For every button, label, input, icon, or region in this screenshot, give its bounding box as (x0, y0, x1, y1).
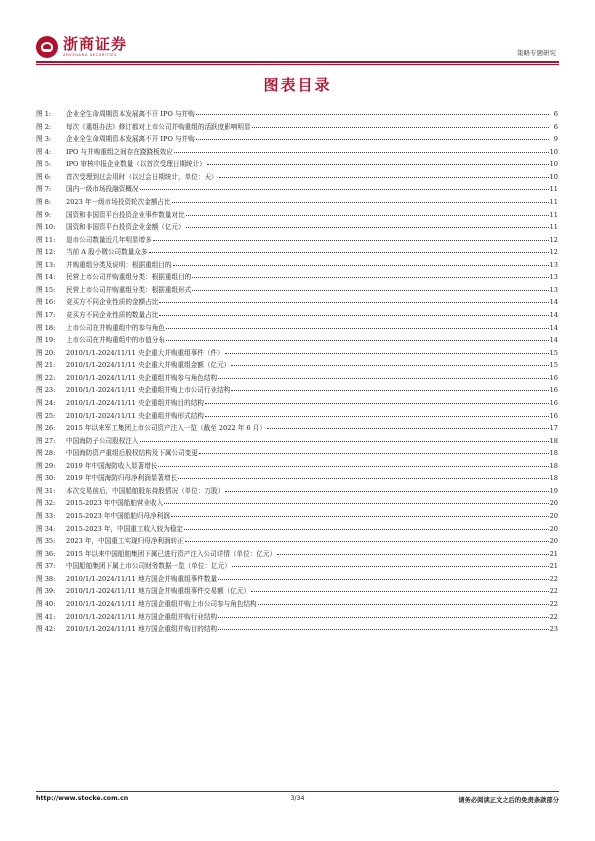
toc-page-number: 16 (549, 398, 558, 407)
toc-figure-title: IPO 与并购重组之间存在跷跷板效应 (66, 147, 173, 156)
toc-leader-dots (231, 357, 548, 366)
toc-figure-title: 国资和非国资平台投资企业事件数量对比 (66, 210, 185, 219)
header-rule (36, 61, 559, 63)
toc-page-number: 15 (549, 348, 558, 357)
toc-page-number: 18 (549, 449, 558, 458)
toc-leader-dots (178, 470, 548, 479)
toc-figure-title: 2010/1/1-2024/11/11 地方国企重组并购目的结构 (66, 625, 218, 634)
toc-leader-dots (267, 420, 549, 429)
toc-figure-number: 图 8: (36, 197, 52, 206)
toc-figure-title: 当前 A 股小微公司数量众多 (66, 248, 148, 257)
toc-figure-number: 图 18: (36, 323, 56, 332)
toc-figure-number: 图 22: (36, 373, 56, 382)
toc-figure-number: 图 34: (36, 524, 56, 533)
toc-figure-title: 2010/1/1-2024/11/11 央企重组并购上市公司行业结构 (66, 386, 231, 395)
toc-leader-dots (184, 521, 549, 530)
toc-figure-number: 图 11: (36, 235, 56, 244)
toc-figure-number: 图 16: (36, 298, 56, 307)
toc-leader-dots (258, 596, 549, 605)
toc-figure-title: 2010/1/1-2024/11/11 央企重大并购重组金额（亿元） (66, 361, 231, 370)
toc-figure-title: 本次交易前后，中国船舶股东持股情况（单位：万股） (66, 486, 225, 495)
company-logo (36, 36, 127, 58)
toc-page-number: 16 (549, 373, 558, 382)
toc-figure-number: 图 28: (36, 449, 56, 458)
toc-figure-title: 2010/1/1-2024/11/11 地方国企重组并购行业结构 (66, 612, 218, 621)
toc-leader-dots (205, 408, 549, 417)
page-header (0, 0, 595, 64)
toc-figure-number: 图 39: (36, 587, 56, 596)
toc-leader-dots (185, 533, 549, 542)
toc-figure-title: 上市公司在并购重组中的市值分布 (66, 336, 165, 345)
toc-leader-dots (158, 458, 548, 467)
page-footer (36, 795, 559, 807)
toc-figure-number: 图 31: (36, 486, 56, 495)
toc-figure-title: 2019 年中国海防归母净利润显著增长 (66, 474, 178, 483)
toc-figure-number: 图 15: (36, 285, 56, 294)
toc-leader-dots (149, 244, 549, 253)
toc-figure-number: 图 12: (36, 248, 56, 257)
toc-page-number: 20 (549, 524, 558, 533)
toc-figure-title: 2010/1/1-2024/11/11 央企重大并购重组事件（件） (66, 348, 224, 357)
toc-page-number: 18 (549, 474, 558, 483)
toc-figure-title: 2010/1/1-2024/11/11 地方国企并购重组事件数量 (66, 574, 218, 583)
header-rule-thin (36, 64, 559, 65)
toc-figure-number: 图 9: (36, 210, 52, 219)
logo-chinese-name: 浙商证券 (63, 34, 128, 53)
toc-page-number: 20 (549, 499, 558, 508)
toc-figure-title: IPO 审核申报企业数量（以首次受理日期统计） (66, 160, 206, 169)
footer-disclaimer: 请务必阅读正文之后的免责条款部分 (458, 797, 559, 804)
toc-leader-dots (159, 294, 548, 303)
toc-figure-number: 图 37: (36, 562, 56, 571)
toc-figure-number: 图 27: (36, 436, 56, 445)
toc-page-number: 12 (549, 248, 558, 257)
toc-figure-title: 2015 年以来军工集团上市公司资产注入一览（截至 2022 年 6 月） (66, 424, 266, 433)
toc-figure-number: 图 13: (36, 260, 56, 269)
toc-figure-title: 上市公司在并购重组中的参与角色 (66, 323, 165, 332)
toc-page-number: 6 (553, 122, 558, 131)
toc-figure-title: 国资和非国资平台投资企业金额（亿元） (66, 223, 185, 232)
toc-leader-dots (207, 156, 549, 165)
toc-page-number: 23 (549, 625, 558, 634)
toc-figure-number: 图 24: (36, 398, 56, 407)
toc-figure-title: 并购重组分类及说明：根据重组目的 (66, 260, 172, 269)
toc-figure-title: 2010/1/1-2024/11/11 央企重组并购形式结构 (66, 411, 204, 420)
footer-url-link[interactable]: http://www.stocke.com.cn (36, 795, 129, 802)
toc-page-number: 20 (549, 537, 558, 546)
page-title: 图表目录 (263, 76, 332, 94)
toc-figure-title: 民营上市公司并购重组分类：根据重组形式 (66, 285, 192, 294)
toc-figure-title: 2023 年，中国重工实现归母净利润转正 (66, 537, 184, 546)
logo-english-name: ZHESHANG SECURITIES (63, 52, 117, 57)
toc-leader-dots (192, 269, 548, 278)
toc-leader-dots (218, 571, 549, 580)
toc-page-number: 20 (549, 512, 558, 520)
toc-figure-number: 图 36: (36, 549, 56, 558)
toc-figure-title: 退市公司数量近几年明显增多 (66, 235, 152, 244)
toc-figure-title: 2010/1/1-2024/11/11 央企重组并购参与角色结构 (66, 373, 218, 382)
toc-figure-title: 中国海防资产重组后股权结构及下属公司变更 (66, 449, 198, 458)
toc-figure-number: 图 42: (36, 625, 56, 634)
toc-leader-dots (218, 370, 549, 379)
toc-page-number: 13 (549, 285, 558, 294)
toc-entry[interactable] (36, 622, 558, 635)
toc-page-number: 13 (549, 260, 558, 269)
toc-figure-title: 2010/1/1-2024/11/11 地方国企并购重组事件交易额（亿元） (66, 587, 251, 596)
toc-leader-dots (174, 144, 549, 153)
toc-page-number: 12 (549, 235, 558, 244)
toc-figure-title: 民营上市公司并购重组分类：根据重组目的 (66, 273, 192, 282)
toc-figure-title: 企业全生命周期资本发展离不开 IPO 与并购 (66, 110, 195, 118)
toc-leader-dots (159, 307, 548, 316)
toc-page-number: 22 (549, 599, 558, 608)
toc-page-number: 10 (549, 147, 558, 156)
toc-leader-dots (277, 546, 549, 555)
toc-figure-number: 图 14: (36, 273, 56, 282)
toc-leader-dots (196, 131, 549, 140)
toc-page-number: 10 (549, 160, 558, 169)
figure-table-of-contents (36, 107, 558, 635)
footer-page-number: 3/34 (290, 795, 305, 802)
toc-leader-dots (166, 332, 549, 341)
toc-leader-dots (218, 609, 549, 618)
toc-page-number: 22 (549, 587, 558, 596)
toc-leader-dots (231, 382, 548, 391)
toc-figure-number: 图 1: (36, 110, 52, 118)
toc-leader-dots (219, 169, 549, 178)
toc-figure-number: 图 29: (36, 461, 56, 470)
toc-page-number: 14 (549, 298, 558, 307)
toc-page-number: 13 (549, 273, 558, 282)
toc-page-number: 22 (549, 574, 558, 583)
toc-figure-number: 图 30: (36, 474, 56, 483)
toc-page-number: 10 (549, 172, 558, 181)
toc-figure-number: 图 33: (36, 512, 56, 520)
toc-leader-dots (192, 282, 548, 291)
toc-leader-dots (153, 232, 549, 241)
toc-page-number: 22 (549, 612, 558, 621)
toc-leader-dots (225, 483, 548, 492)
toc-leader-dots (171, 508, 549, 517)
toc-figure-number: 图 35: (36, 537, 56, 546)
toc-page-number: 17 (549, 424, 558, 433)
toc-figure-number: 图 32: (36, 499, 56, 508)
toc-page-number: 6 (553, 110, 558, 118)
toc-figure-number: 图 21: (36, 361, 56, 370)
toc-leader-dots (218, 621, 549, 630)
report-type-label: 策略专题研究 (517, 49, 556, 57)
toc-leader-dots (140, 181, 549, 190)
toc-figure-title: 2010/1/1-2024/11/11 地方国企重组并购上市公司参与角色结构 (66, 599, 257, 608)
toc-figure-number: 图 5: (36, 160, 52, 169)
toc-page-number: 21 (549, 549, 558, 558)
toc-figure-title: 首次受理到过会用时（以过会日期统计，单位：天） (66, 172, 218, 181)
toc-page-number: 19 (549, 486, 558, 495)
toc-leader-dots (166, 320, 549, 329)
toc-page-number: 15 (549, 361, 558, 370)
toc-page-number: 16 (549, 386, 558, 395)
toc-figure-title: 每次《重组办法》修订都对上市公司并购重组的活跃度影响明显 (66, 122, 251, 131)
toc-figure-number: 图 17: (36, 311, 56, 319)
toc-figure-number: 图 3: (36, 135, 52, 144)
toc-figure-number: 图 23: (36, 386, 56, 395)
toc-leader-dots (225, 345, 549, 354)
toc-leader-dots (232, 558, 549, 567)
toc-figure-number: 图 41: (36, 612, 56, 621)
toc-page-number: 11 (549, 210, 558, 219)
toc-page-number: 14 (549, 336, 558, 345)
toc-figure-number: 图 20: (36, 348, 56, 357)
toc-figure-number: 图 7: (36, 185, 52, 194)
toc-figure-number: 图 25: (36, 411, 56, 420)
toc-page-number: 11 (549, 223, 558, 232)
toc-page-number: 21 (549, 562, 558, 571)
toc-leader-dots (199, 445, 549, 454)
toc-figure-number: 图 38: (36, 574, 56, 583)
toc-figure-number: 图 40: (36, 599, 56, 608)
toc-page-number: 18 (549, 461, 558, 470)
toc-leader-dots (251, 583, 549, 592)
toc-leader-dots (196, 106, 549, 115)
toc-leader-dots (252, 119, 549, 128)
toc-figure-title: 竞买方不同企业性质的数量占比 (66, 311, 159, 319)
toc-figure-title: 2019 年中国海防收入显著增长 (66, 461, 158, 470)
toc-figure-title: 2015-2023 年，中国重工收入较为稳定 (66, 524, 184, 533)
toc-page-number: 18 (549, 436, 558, 445)
toc-figure-title: 企业全生命周期资本发展离不开 IPO 与并购 (66, 135, 195, 144)
toc-figure-number: 图 10: (36, 223, 56, 232)
toc-leader-dots (186, 207, 549, 216)
toc-page-number: 14 (549, 311, 558, 319)
toc-leader-dots (164, 495, 548, 504)
toc-page-number: 11 (549, 197, 558, 206)
toc-page-number: 11 (549, 185, 558, 194)
toc-figure-number: 图 26: (36, 424, 56, 433)
toc-figure-title: 国内一级市场投融资概况 (66, 185, 139, 194)
footer-rule (36, 791, 559, 792)
toc-leader-dots (140, 433, 549, 442)
toc-figure-title: 中国船舶集团下属上市公司财务数据一览（单位：亿元） (66, 562, 231, 571)
toc-page-number: 14 (549, 323, 558, 332)
toc-figure-title: 2015 年以来中国船舶集团下属已进行资产注入公司详情（单位：亿元） (66, 549, 277, 558)
toc-figure-title: 2015-2023 年中国船舶归母净利润 (66, 512, 170, 520)
toc-figure-title: 中国海防子公司股权注入 (66, 436, 139, 445)
toc-figure-number: 图 6: (36, 172, 52, 181)
toc-figure-title: 竞买方不同企业性质的金额占比 (66, 298, 159, 307)
zheshang-logo-icon (36, 36, 58, 58)
toc-figure-number: 图 19: (36, 336, 56, 345)
toc-figure-title: 2010/1/1-2024/11/11 央企重组并购目的结构 (66, 398, 204, 407)
toc-page-number: 9 (553, 135, 558, 144)
toc-leader-dots (205, 395, 549, 404)
toc-leader-dots (172, 194, 549, 203)
toc-leader-dots (173, 257, 549, 266)
toc-page-number: 16 (549, 411, 558, 420)
toc-leader-dots (186, 219, 549, 228)
toc-figure-number: 图 2: (36, 122, 52, 131)
toc-figure-number: 图 4: (36, 147, 52, 156)
toc-figure-title: 2015-2023 年中国船舶营业收入 (66, 499, 164, 508)
toc-figure-title: 2023 年一级市场投资轮次金额占比 (66, 197, 171, 206)
